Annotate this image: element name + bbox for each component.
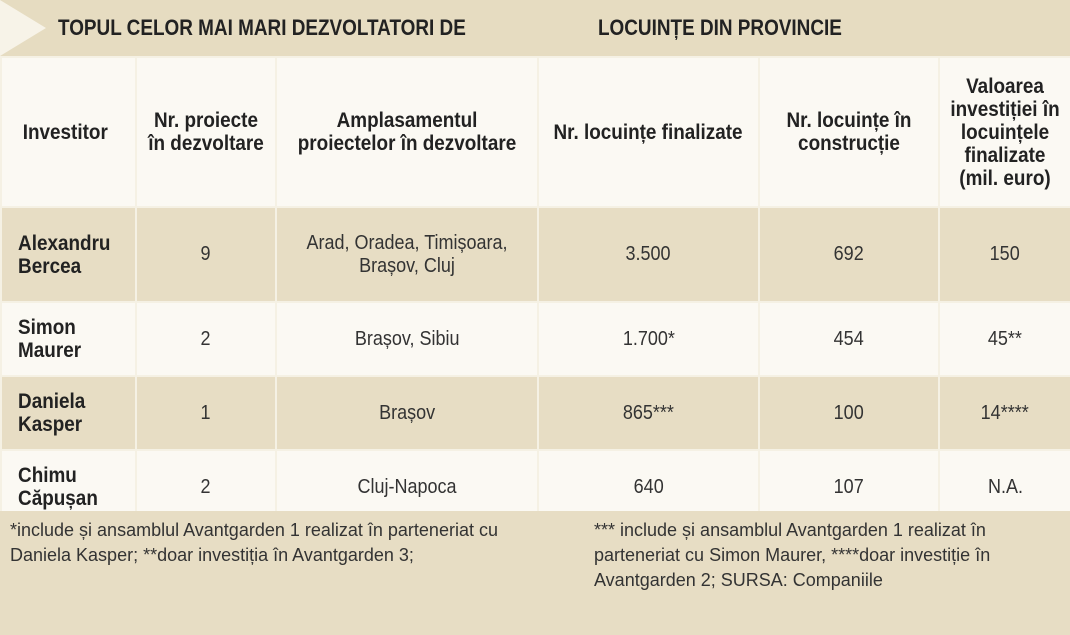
cell-locuinte-finalizate: 865***: [538, 376, 759, 450]
footnotes: [0, 511, 1070, 635]
cell-locuinte-constructie: 692: [759, 207, 939, 302]
table-row: [1, 207, 1070, 302]
cell-locuinte-finalizate: 640: [538, 450, 759, 524]
cell-amplasament: Brașov, Sibiu: [276, 302, 538, 376]
header-locuinte-constructie: Nr. locuințe în construcție: [759, 57, 939, 207]
title-banner: [0, 0, 1070, 56]
cell-locuinte-finalizate: 3.500: [538, 207, 759, 302]
cell-nr-proiecte: 2: [136, 450, 276, 524]
table-row: [1, 302, 1070, 376]
cell-valoarea-investitiei: 150: [939, 207, 1070, 302]
header-valoarea-investitiei: Valoarea investiției în locuințele finalizate (mil. euro): [939, 57, 1070, 207]
header-amplasament: Amplasamentul proiectelor în dezvoltare: [276, 57, 538, 207]
cell-valoarea-investitiei: 45**: [939, 302, 1070, 376]
cell-valoarea-investitiei: N.A.: [939, 450, 1070, 524]
header-locuinte-finalizate: Nr. locuințe finalizate: [538, 57, 759, 207]
footnote-left: *include și ansamblul Avantgarden 1 realizat în parteneriat cu Daniela Kasper; **doar investiția în Avantgarden 3;: [10, 520, 498, 565]
cell-amplasament: Cluj-Napoca: [276, 450, 538, 524]
title-part-1: TOPUL CELOR MAI MARI DEZVOLTATORI DE: [58, 15, 466, 40]
table-header-row: [1, 57, 1070, 207]
cell-nr-proiecte: 2: [136, 302, 276, 376]
header-nr-proiecte: Nr. proiecte în dezvoltare: [136, 57, 276, 207]
developers-table: [0, 56, 1070, 525]
header-investitor: Investitor: [1, 57, 136, 207]
cell-nr-proiecte: 1: [136, 376, 276, 450]
arrow-icon: [0, 0, 46, 56]
cell-investitor: Chimu Căpușan: [1, 450, 136, 524]
footnote-right: *** include și ansamblul Avantgarden 1 realizat în parteneriat cu Simon Maurer, ****doar investiție în Avantgarden 2; SURSA: Companiile: [594, 520, 991, 590]
cell-locuinte-finalizate: 1.700*: [538, 302, 759, 376]
cell-investitor: Simon Maurer: [1, 302, 136, 376]
cell-locuinte-constructie: 107: [759, 450, 939, 524]
cell-investitor: Alexandru Bercea: [1, 207, 136, 302]
cell-valoarea-investitiei: 14****: [939, 376, 1070, 450]
cell-locuinte-constructie: 100: [759, 376, 939, 450]
cell-investitor: Daniela Kasper: [1, 376, 136, 450]
cell-amplasament: Brașov: [276, 376, 538, 450]
cell-amplasament: Arad, Oradea, Timișoara, Brașov, Cluj: [276, 207, 538, 302]
cell-nr-proiecte: 9: [136, 207, 276, 302]
table-row: [1, 376, 1070, 450]
title-part-2: LOCUINȚE DIN PROVINCIE: [598, 15, 842, 40]
cell-locuinte-constructie: 454: [759, 302, 939, 376]
